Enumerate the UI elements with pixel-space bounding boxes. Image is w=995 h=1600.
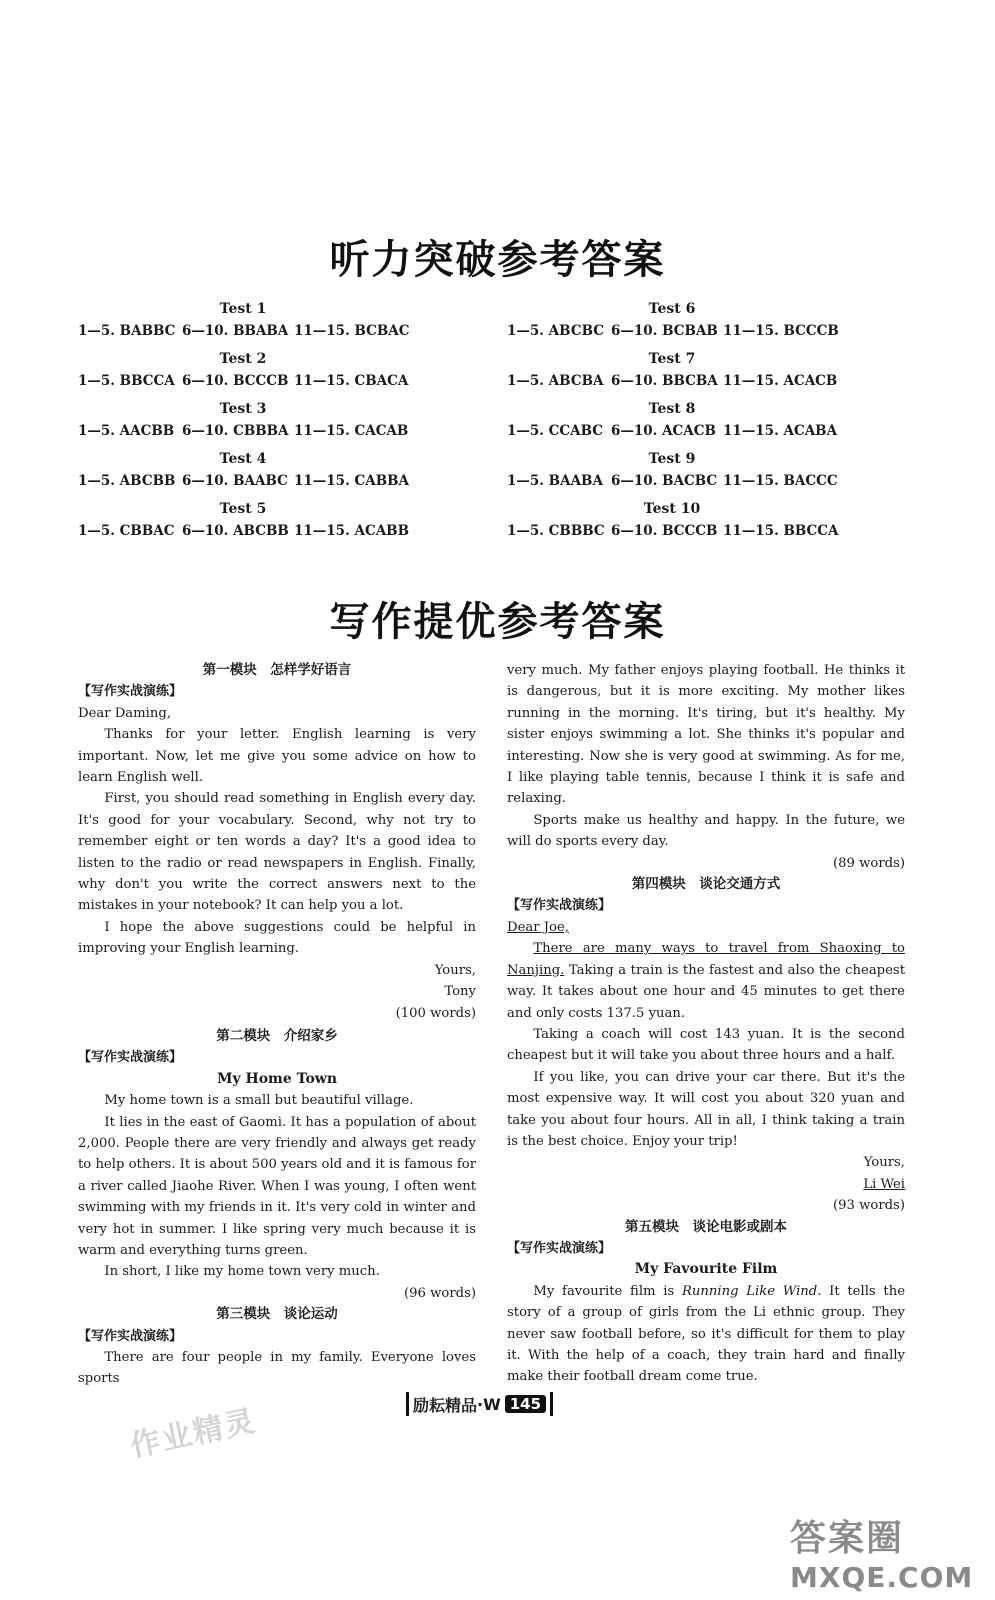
paragraph: I hope the above suggestions could be helpful in improving your English learning.	[78, 919, 476, 957]
paragraph-start: There are four people in my family. Everyone loves sports	[78, 1350, 476, 1387]
practice-tag: 【写作实战演练】	[78, 1328, 183, 1344]
tests-left-column	[78, 298, 408, 548]
underlined-sentence: There are many ways to travel from Shaoxing to Nanjing.	[507, 941, 905, 978]
letter-closing: Yours,	[863, 1155, 905, 1171]
answers-1-5: 1—5. CCABC	[507, 423, 604, 439]
answers-11-15: 11—15. BCCCB	[723, 323, 839, 339]
footer-bar-left	[406, 1392, 409, 1416]
module-4-heading: 第四模块 谈论交通方式	[631, 876, 781, 893]
letter-closing: Yours,	[434, 962, 476, 978]
test-block	[78, 398, 408, 448]
watermark-logo-text: 答案圈	[790, 1518, 905, 1559]
answers-11-15: 11—15. ACACB	[723, 373, 838, 389]
test-answers	[78, 420, 408, 442]
test-block	[507, 348, 837, 398]
film-title: Running Like Wind	[681, 1283, 818, 1299]
answers-11-15: 11—15. CABBA	[294, 473, 409, 489]
letter-greeting: Dear Joe,	[507, 919, 569, 935]
test-block	[507, 298, 837, 348]
test-answers	[507, 470, 837, 492]
test-block	[78, 348, 408, 398]
essay-title: My Favourite Film	[634, 1261, 778, 1278]
test-name: Test 1	[219, 301, 267, 317]
answers-1-5: 1—5. ABCBA	[507, 373, 604, 389]
answers-11-15: 11—15. BACCC	[723, 473, 838, 489]
module-2-heading: 第二模块 介绍家乡	[216, 1027, 338, 1044]
test-name: Test 3	[219, 401, 267, 417]
word-count: (93 words)	[832, 1198, 905, 1214]
test-answers	[78, 470, 408, 492]
watermark-site: MXQE.COM	[790, 1561, 974, 1594]
paragraph-continued: very much. My father enjoys playing football. He thinks it is dangerous, but it is more exciting. My mother likes running in the morning. It's tiring, but it's healthy. My sister enjoys swimming a lot. She thinks it's popular and interesting. Now she is very good at swimming. As for me, I like playing table tennis, because I think it is safe and relaxing.	[507, 663, 905, 807]
answers-11-15: 11—15. BBCCA	[723, 523, 839, 539]
watermark-stamp: 作业精灵	[127, 1403, 260, 1465]
test-block	[78, 498, 408, 548]
writing-right-column	[507, 660, 905, 1388]
footer-bar-right	[550, 1392, 553, 1416]
test-answers	[78, 370, 408, 392]
paragraph: First, you should read something in English every day. It's good for your vocabulary. Second, why not try to remember eight or ten words a day? It's a good idea to listen to the radio or read newspapers in English. Finally, why don't you write the correct answers next to the mistakes in your notebook? It can help you a lot.	[78, 791, 476, 914]
word-count: (89 words)	[832, 855, 905, 871]
paragraph: It lies in the east of Gaomi. It has a population of about 2,000. People there are very friendly and always get ready to help others. It is about 500 years old and it is famous for a river called Jiaohe River. When I was young, I often went swimming with my friends in it. It's very cold in winter and very hot in summer. I like spring very much because it is warm and everything turns green.	[78, 1114, 476, 1258]
answers-6-10: 6—10. ABCBB	[182, 523, 289, 539]
answers-1-5: 1—5. ABCBC	[507, 323, 604, 339]
writing-left-column	[78, 660, 476, 1387]
test-name: Test 9	[648, 451, 696, 467]
module-3-heading: 第三模块 谈论运动	[216, 1306, 338, 1323]
paragraph: Thanks for your letter. English learning is very important. Now, let me give you some advice on how to learn English well.	[78, 727, 476, 786]
essay-title: My Home Town	[216, 1070, 338, 1087]
writing-answers-title: 写作提优参考答案	[329, 599, 666, 645]
test-answers	[507, 320, 837, 342]
paragraph: Sports make us healthy and happy. In the future, we will do sports every day.	[507, 812, 905, 850]
answers-1-5: 1—5. CBBAC	[78, 523, 175, 539]
answers-6-10: 6—10. BCBAB	[611, 323, 718, 339]
footer-series: W	[483, 1394, 501, 1414]
test-name: Test 6	[648, 301, 696, 317]
test-name: Test 7	[648, 351, 696, 367]
letter-greeting: Dear Daming,	[78, 705, 172, 721]
practice-tag: 【写作实战演练】	[507, 1240, 612, 1256]
answers-6-10: 6—10. BAABC	[182, 473, 288, 489]
listening-answers-title: 听力突破参考答案	[329, 237, 666, 283]
text-run: . It tells the story of a group of girls from the Li ethnic group. They never saw football before, so it's difficult for them to play it. With the help of a coach, they train hard and finally make their football dream come true.	[507, 1283, 905, 1385]
answers-11-15: 11—15. CBACA	[294, 373, 409, 389]
answers-1-5: 1—5. BAABA	[507, 473, 603, 489]
answers-1-5: 1—5. BBCCA	[78, 373, 175, 389]
paragraph: Taking a coach will cost 143 yuan. It is the second cheapest but it will take you about three hours and a half.	[507, 1026, 905, 1064]
page-number: 145	[505, 1395, 546, 1413]
answers-1-5: 1—5. CBBBC	[507, 523, 605, 539]
answers-11-15: 11—15. CACAB	[294, 423, 409, 439]
answers-6-10: 6—10. BBABA	[182, 323, 289, 339]
answers-11-15: 11—15. ACABB	[294, 523, 409, 539]
answers-11-15: 11—15. ACABA	[723, 423, 838, 439]
letter-signature: Li Wei	[863, 1176, 905, 1192]
test-answers	[78, 320, 408, 342]
watermark-logo	[790, 1510, 980, 1594]
paragraph	[507, 1281, 905, 1388]
paragraph: My home town is a small but beautiful village.	[104, 1093, 414, 1109]
test-name: Test 4	[219, 451, 267, 467]
answers-11-15: 11—15. BCBAC	[294, 323, 410, 339]
test-name: Test 5	[219, 501, 267, 517]
answers-6-10: 6—10. BCCCB	[611, 523, 718, 539]
practice-tag: 【写作实战演练】	[507, 898, 612, 914]
answers-1-5: 1—5. AACBB	[78, 423, 175, 439]
test-block	[78, 298, 408, 348]
module-1-heading: 第一模块 怎样学好语言	[202, 662, 352, 678]
text-run: My favourite film is	[533, 1283, 682, 1299]
answers-1-5: 1—5. BABBC	[78, 323, 176, 339]
word-count: (100 words)	[395, 1005, 476, 1021]
answers-6-10: 6—10. CBBBA	[182, 423, 289, 439]
answers-1-5: 1—5. ABCBB	[78, 473, 176, 489]
footer-dot: ·	[477, 1394, 484, 1414]
answers-6-10: 6—10. BCCCB	[182, 373, 289, 389]
test-block	[507, 398, 837, 448]
test-block	[507, 498, 837, 548]
paragraph-rest: Taking a train is the fastest and also the cheapest way. It takes about one hour and 45 minutes to get there and only costs 137.5 yuan.	[507, 962, 905, 1021]
answers-6-10: 6—10. BACBC	[611, 473, 718, 489]
letter-signature: Tony	[444, 984, 476, 1000]
answers-6-10: 6—10. ACACB	[611, 423, 716, 439]
tests-right-column	[507, 298, 837, 548]
test-block	[507, 448, 837, 498]
test-block	[78, 448, 408, 498]
practice-tag: 【写作实战演练】	[78, 684, 183, 700]
page-footer	[402, 1391, 557, 1417]
test-answers	[507, 370, 837, 392]
test-answers	[507, 420, 837, 442]
test-name: Test 10	[643, 501, 701, 517]
answers-6-10: 6—10. BBCBA	[611, 373, 718, 389]
word-count: (96 words)	[403, 1285, 476, 1301]
practice-tag: 【写作实战演练】	[78, 1050, 183, 1066]
test-name: Test 8	[648, 401, 696, 417]
test-name: Test 2	[219, 351, 267, 367]
test-answers	[78, 520, 408, 542]
module-5-heading: 第五模块 谈论电影或剧本	[625, 1218, 787, 1235]
paragraph: In short, I like my home town very much.	[104, 1264, 380, 1280]
test-answers	[507, 520, 837, 542]
paragraph: If you like, you can drive your car there. But it's the most expensive way. It will cost you about 320 yuan and take you about four hours. All in all, I think taking a train is the best choice. Enjoy your trip!	[507, 1069, 905, 1149]
footer-brand: 励耘精品	[413, 1395, 478, 1415]
paragraph	[507, 938, 905, 1024]
